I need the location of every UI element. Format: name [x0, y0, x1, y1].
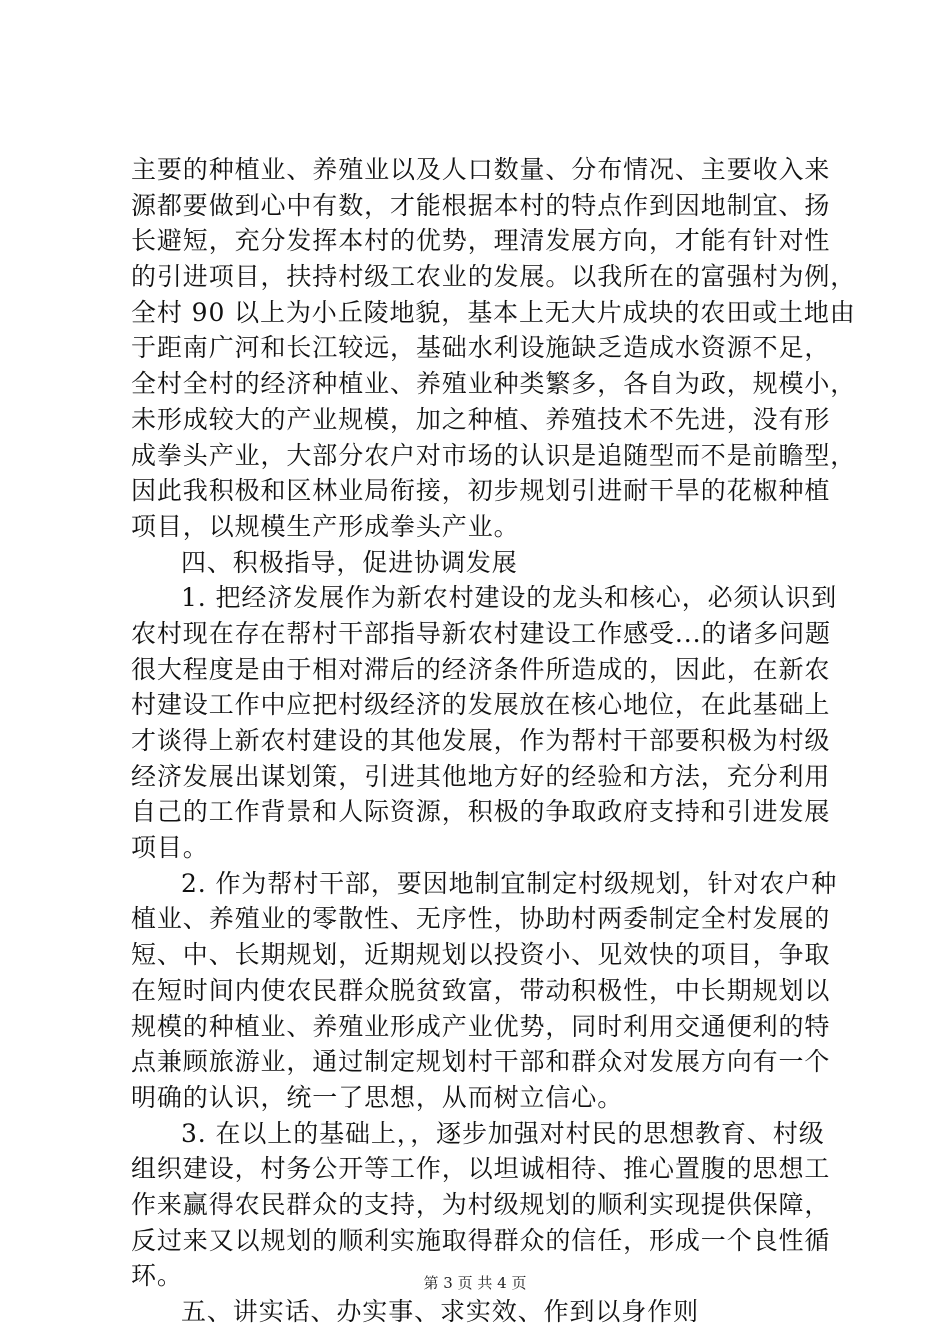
text-line: 四、积极指导，促进协调发展	[181, 547, 518, 577]
text-line: 经济发展出谋划策，引进其他地方好的经验和方法，充分利用	[131, 761, 831, 791]
text-line: 明确的认识，统一了思想，从而树立信心。	[131, 1082, 624, 1112]
text-line: 才谈得上新农村建设的其他发展，作为帮村干部要积极为村级	[131, 726, 831, 755]
text-line: 全村全村的经济种植业、养殖业种类繁多，各自为政，规模小，	[131, 369, 857, 399]
text-line: 作来赢得农民群众的支持，为村级规划的顺利实现提供保障，	[131, 1189, 831, 1219]
text-line: 短、中、长期规划，近期规划以投资小、见效快的项目，争取	[131, 940, 831, 970]
text-line: 源都要做到心中有数，才能根据本村的特点作到因地制宜、扬	[131, 190, 831, 220]
text-line: 2. 作为帮村干部，要因地制宜制定村级规划，针对农户种	[181, 868, 838, 898]
text-line: 村建设工作中应把村级经济的发展放在核心地位，在此基础上	[131, 690, 831, 720]
text-line: 反过来又以规划的顺利实施取得群众的信任，形成一个良性循	[131, 1225, 831, 1255]
document-body	[131, 152, 857, 1330]
text-line: 规模的种植业、养殖业形成产业优势，同时利用交通便利的特	[131, 1011, 831, 1041]
text-line: 环。	[131, 1261, 183, 1291]
text-line: 1. 把经济发展作为新农村建设的龙头和核心，必须认识到	[181, 583, 838, 613]
text-line: 成拳头产业，大部分农户对市场的认识是追随型而不是前瞻型，	[131, 440, 857, 470]
page-footer: 第 3 页 共 4 页	[423, 1274, 527, 1292]
text-line: 全村 90 以上为小丘陵地貌，基本上无大片成块的农田或土地由	[131, 297, 856, 327]
text-line: 点兼顾旅游业，通过制定规划村干部和群众对发展方向有一个	[131, 1047, 831, 1077]
text-line: 主要的种植业、养殖业以及人口数量、分布情况、主要收入来	[131, 155, 831, 184]
text-line: 项目，以规模生产形成拳头产业。	[131, 511, 520, 541]
text-line: 于距南广河和长江较远，基础水利设施缺乏造成水资源不足，	[131, 333, 831, 363]
text-line: 植业、养殖业的零散性、无序性，协助村两委制定全村发展的	[131, 904, 831, 934]
text-line: 自己的工作背景和人际资源，积极的争取政府支持和引进发展	[131, 797, 831, 827]
text-line: 农村现在存在帮村干部指导新农村建设工作感受...的诸多问题	[131, 618, 831, 648]
text-line: 长避短，充分发挥本村的优势，理清发展方向，才能有针对性	[131, 226, 831, 256]
text-line: 3. 在以上的基础上，，逐步加强对村民的思想教育、村级	[181, 1118, 825, 1148]
text-line: 未形成较大的产业规模，加之种植、养殖技术不先进，没有形	[131, 404, 831, 434]
text-line: 很大程度是由于相对滞后的经济条件所造成的，因此，在新农	[131, 654, 831, 684]
text-line: 项目。	[131, 833, 209, 863]
text-line: 组织建设，村务公开等工作，以坦诚相待、推心置腹的思想工	[131, 1154, 831, 1184]
text-line: 五、讲实话、办实事、求实效、作到以身作则	[181, 1297, 700, 1326]
text-line: 因此我积极和区林业局衔接，初步规划引进耐干旱的花椒种植	[131, 476, 831, 506]
text-line: 在短时间内使农民群众脱贫致富，带动积极性，中长期规划以	[131, 975, 831, 1005]
text-line: 的引进项目，扶持村级工农业的发展。以我所在的富强村为例，	[131, 262, 857, 292]
